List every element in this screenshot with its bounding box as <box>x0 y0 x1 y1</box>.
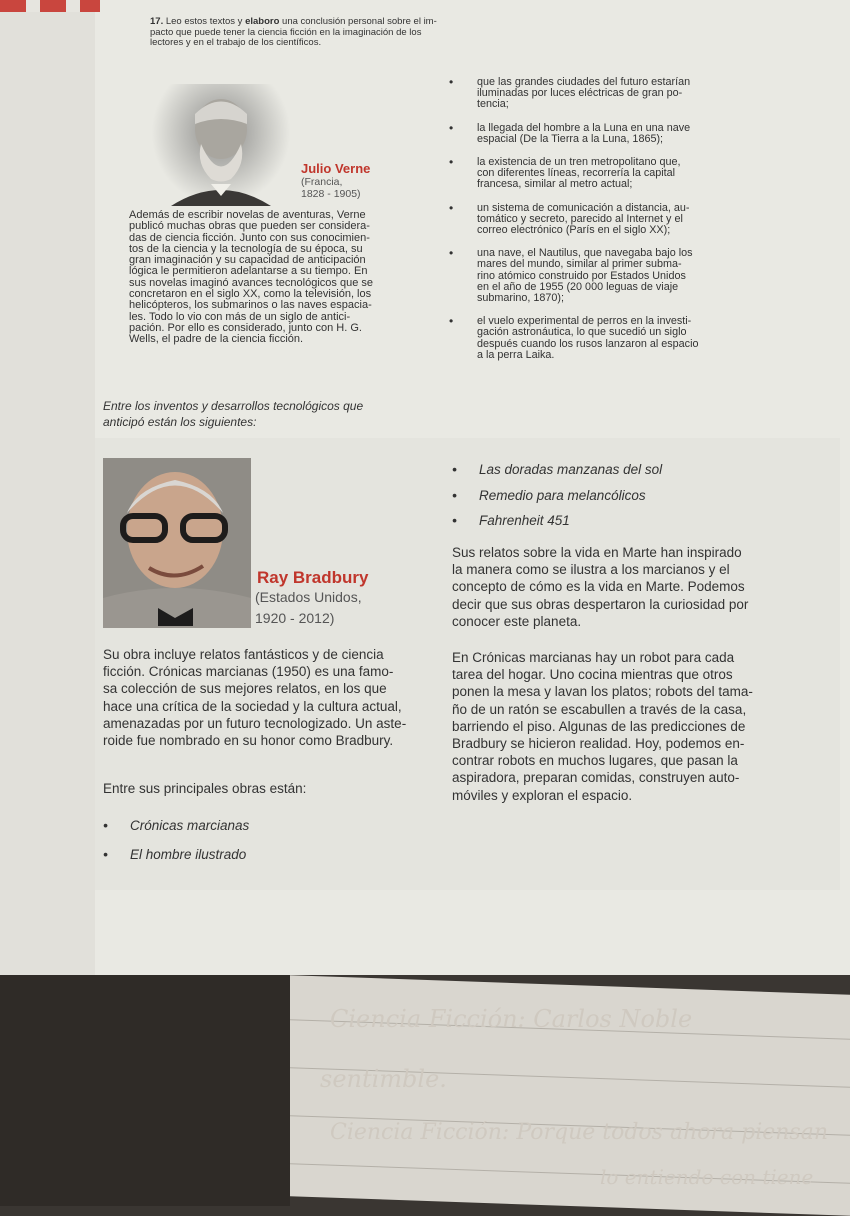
bradbury-bio <box>103 646 438 749</box>
list-item: • Las doradas manzanas del sol <box>452 462 792 477</box>
item-line: • una nave, el Nautilus, que navegaba bajo los <box>477 247 693 260</box>
item-line: correo electrónico (París en el siglo XX); <box>477 224 671 237</box>
instruction-line3: lectores y en el trabajo de los científicos. <box>150 37 322 48</box>
item-line: francesa, similar al metro actual; <box>477 178 633 191</box>
item-line: mares del mundo, similar al primer subma- <box>477 258 682 271</box>
bio-line: concretaron en el siglo XX, como la televisión, los <box>129 288 372 301</box>
bradbury-country: (Estados Unidos, <box>255 589 362 605</box>
verne-bio <box>129 210 439 346</box>
intro-line: Entre los inventos y desarrollos tecnológicos que <box>103 399 364 413</box>
robot-paragraph <box>452 649 797 804</box>
para-line: la manera como se ilustra a los marcianos y el <box>452 562 730 578</box>
item-line: rino atómico construido por Estados Unidos <box>477 269 686 282</box>
item-line: iluminadas por luces eléctricas de gran po- <box>477 87 683 100</box>
item-line: espacial (De la Tierra a la Luna, 1865); <box>477 132 664 145</box>
handwritten-line: sentimble. <box>320 1065 447 1093</box>
list-item <box>449 77 779 111</box>
list-item <box>449 157 779 191</box>
list-item <box>449 316 779 361</box>
para-line: conocer este planeta. <box>452 613 582 629</box>
para-line: móviles y exploran el espacio. <box>452 787 633 803</box>
bradbury-portrait <box>103 458 251 628</box>
page-margin <box>0 0 95 975</box>
handwritten-line: Ciencia Ficción: Carlos Noble <box>330 1005 693 1033</box>
verne-name: Julio Verne <box>301 161 371 176</box>
verne-inventions-list <box>449 77 779 373</box>
works-intro: Entre sus principales obras están: <box>103 781 307 796</box>
bio-line: amenazadas por un futuro tecnologizado. Un aste- <box>103 715 407 731</box>
verne-portrait <box>151 84 291 206</box>
bio-line: sa colección de sus mejores relatos, en los que <box>103 681 387 697</box>
bradbury-years: 1920 - 2012) <box>255 610 335 626</box>
intro-line: anticipó están los siguientes: <box>103 415 257 429</box>
handwritten-line: lo entiendo con tiene <box>600 1165 814 1189</box>
item-line: • la existencia de un tren metropolitano que, <box>477 156 681 169</box>
bio-line: hace una crítica de la sociedad y la cultura actual, <box>103 698 402 714</box>
list-item: • Remedio para melancólicos <box>452 488 792 503</box>
para-line: tarea del hogar. Uno cocina mientras que otros <box>452 667 733 683</box>
item-line: submarino, 1870); <box>477 292 565 305</box>
para-line: aspiradora, preparan comidas, construyen auto- <box>452 770 740 786</box>
bio-line: Además de escribir novelas de aventuras, Verne <box>129 209 366 221</box>
bio-line: les. Todo lo vio con más de un siglo de antici- <box>129 310 351 323</box>
item-line: tomático y secreto, parecido al Internet y el <box>477 212 683 225</box>
bio-line: publicó muchas obras que pueden ser considera- <box>129 220 370 233</box>
bio-line: lógica le permitieron adelantarse a su tiempo. En <box>129 265 368 278</box>
bio-line: tos de la ciencia y la tecnología de su época, su <box>129 242 363 255</box>
para-line: concepto de cómo es la vida en Marte. Podemos <box>452 579 745 595</box>
item-line: gación astronáutica, lo que sucedió un siglo <box>477 326 687 339</box>
item-line: • que las grandes ciudades del futuro estarían <box>477 76 691 88</box>
instruction-part1: Leo estos textos y <box>165 16 246 27</box>
works-left-list <box>103 818 443 873</box>
handwritten-line: Ciencia Ficción: Porque todos ahora piensan <box>330 1120 828 1145</box>
dark-background <box>0 975 290 1206</box>
works-right-list <box>452 462 792 539</box>
para-line: contrar robots en muchos lugares, que pasan la <box>452 753 738 769</box>
item-line: después cuando los rusos lanzaron al espacio <box>477 337 699 350</box>
bio-line: Su obra incluye relatos fantásticos y de ciencia <box>103 647 384 662</box>
instruction-part2: una conclusión personal sobre el im- <box>279 16 437 27</box>
para-line: En Crónicas marcianas hay un robot para cada <box>452 650 735 665</box>
instruction-bold: elaboro <box>245 16 280 27</box>
bio-line: sus novelas imaginó avances tecnológicos que se <box>129 276 373 289</box>
item-line: • un sistema de comunicación a distancia, au- <box>477 201 690 214</box>
para-line: ño de un ratón se escabullen a través de la casa, <box>452 701 747 717</box>
exercise-number: 17. <box>150 16 164 27</box>
item-line: en el año de 1955 (20 000 leguas de viaje <box>477 280 679 293</box>
bio-line: Wells, el padre de la ciencia ficción. <box>129 333 304 346</box>
verne-years: 1828 - 1905) <box>301 188 361 200</box>
bio-line: gran imaginación y su capacidad de anticipación <box>129 254 366 267</box>
item-line: a la perra Laika. <box>477 348 555 361</box>
bradbury-name: Ray Bradbury <box>257 568 369 587</box>
para-line: Bradbury se hicieron realidad. Hoy, podemos en- <box>452 736 745 752</box>
list-item <box>449 203 779 237</box>
list-item: • Fahrenheit 451 <box>452 513 792 528</box>
list-item: • Crónicas marcianas <box>103 818 443 833</box>
mars-paragraph <box>452 544 797 630</box>
item-line: • la llegada del hombre a la Luna en una nave <box>477 121 691 134</box>
item-line: • el vuelo experimental de perros en la investi- <box>477 315 692 328</box>
item-line: tencia; <box>477 98 509 111</box>
bio-line: ficción. Crónicas marcianas (1950) es una famo- <box>103 664 394 680</box>
list-item: • El hombre ilustrado <box>103 847 443 862</box>
para-line: Sus relatos sobre la vida en Marte han inspirado <box>452 545 742 560</box>
list-item <box>449 123 779 145</box>
bio-line: roide fue nombrado en su honor como Bradbury. <box>103 733 394 749</box>
decorative-ribbon <box>0 0 100 12</box>
para-line: ponen la mesa y lavan los platos; robots del tama- <box>452 684 753 700</box>
para-line: decir que sus obras despertaron la curiosidad por <box>452 596 749 612</box>
verne-country: (Francia, <box>301 176 343 188</box>
item-line: con diferentes líneas, recorrería la capital <box>477 167 676 180</box>
para-line: barriendo el piso. Algunas de las predicciones de <box>452 718 746 734</box>
list-item <box>449 248 779 304</box>
verne-intro <box>103 398 433 430</box>
bio-line: das de ciencia ficción. Junto con sus conocimien- <box>129 231 370 244</box>
bio-line: helicópteros, los submarinos o las naves espacia- <box>129 299 372 312</box>
instructions <box>150 17 570 49</box>
instruction-line2: pacto que puede tener la ciencia ficción en la imaginación de los <box>150 26 422 38</box>
bio-line: pación. Por ello es considerado, junto con H. G. <box>129 321 362 334</box>
